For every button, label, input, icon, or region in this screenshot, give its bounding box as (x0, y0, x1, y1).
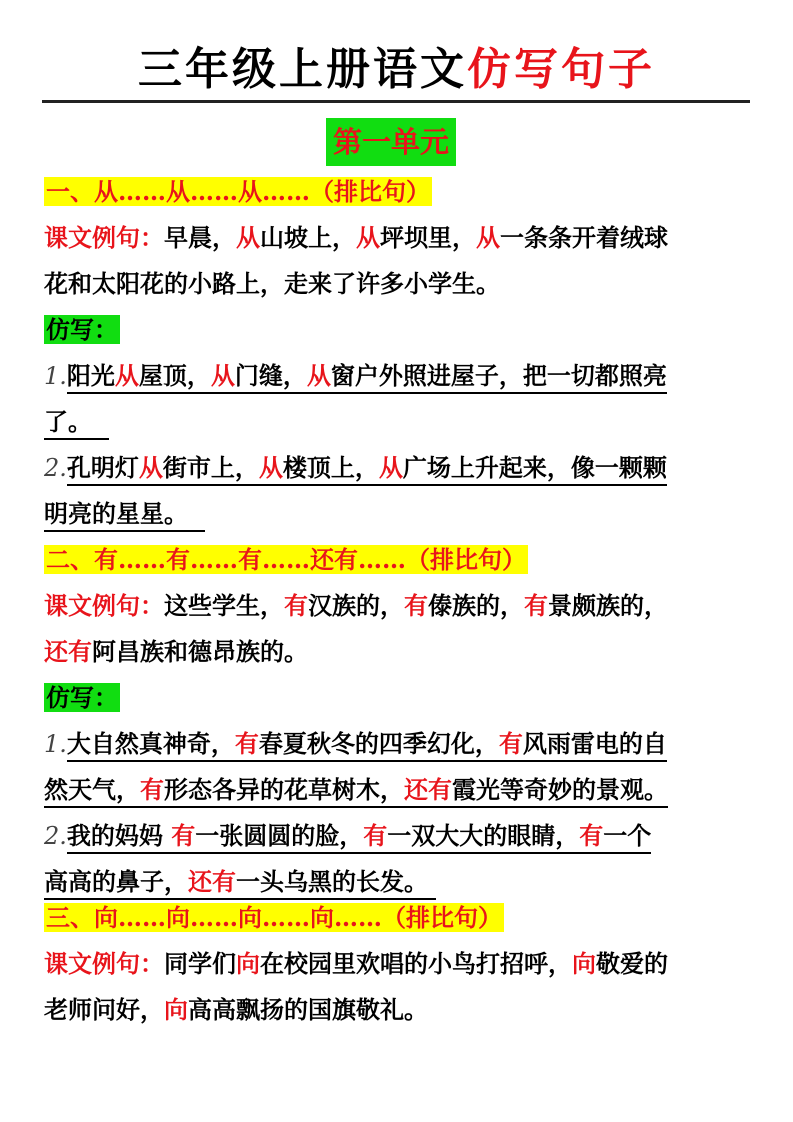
text-span: 向 (236, 949, 260, 978)
text-span: 一条条开着绒球 (500, 223, 668, 252)
text-span: 敬爱的 (596, 949, 668, 978)
page-title (0, 40, 793, 100)
text-span: 有 (234, 729, 259, 758)
text-span: 景颇族的， (548, 591, 668, 620)
underlined-answer (44, 499, 205, 532)
title-black: 三年级上册语文 (138, 44, 467, 95)
section-1-practice-label (44, 312, 120, 348)
text-span: 早晨， (164, 223, 236, 252)
unit-label: 第一单元 (326, 118, 456, 166)
text-span: 还有 (404, 775, 452, 804)
section-3-example-line-2 (44, 992, 428, 1028)
text-span: 汉族的， (308, 591, 404, 620)
text-span: 在校园里欢唱的小鸟打招呼， (260, 949, 572, 978)
underlined-answer (67, 361, 667, 394)
section-2-example-line-2 (44, 634, 308, 670)
text-span: 一头乌黑的长发。 (236, 867, 428, 896)
text-span: 有 (140, 775, 164, 804)
text-span: 同学们 (164, 949, 236, 978)
text-span: 春夏秋冬的四季幻化， (258, 729, 499, 758)
text-span: 高高的鼻子， (44, 867, 188, 896)
text-span: 山坡上， (260, 223, 356, 252)
text-span: 向 (572, 949, 596, 978)
text-span: 从 (138, 453, 163, 482)
section-1-item-2-line-2 (44, 496, 205, 532)
text-span: 然天气， (44, 775, 140, 804)
text-span: 有 (524, 591, 548, 620)
title-divider (42, 100, 750, 103)
text-span: 三、向……向……向……向……（排比句） (46, 903, 502, 932)
text-span: 课文例句： (44, 223, 164, 252)
underlined-answer (67, 729, 667, 762)
section-2-item-2-line-1 (44, 818, 651, 854)
section-2-item-1-line-1 (44, 726, 667, 762)
text-span: 高高飘扬的国旗敬礼。 (188, 995, 428, 1024)
text-span: 1. (44, 362, 67, 390)
text-span: 形态各异的花草树木， (164, 775, 404, 804)
text-span: 二、有……有……有……还有……（排比句） (46, 545, 526, 574)
section-1-item-2-line-1 (44, 450, 667, 486)
text-span: 仿写： (46, 315, 118, 344)
text-span: 一个 (603, 821, 652, 850)
underlined-answer (67, 821, 651, 854)
text-span: 从 (114, 361, 139, 390)
text-span: 从 (258, 453, 283, 482)
text-span: 风雨雷电的自 (522, 729, 667, 758)
text-span: 一、从……从……从……（排比句） (46, 177, 430, 206)
text-span: 孔明灯 (66, 453, 139, 482)
text-span: 从 (476, 223, 500, 252)
text-span: 仿写： (46, 683, 118, 712)
text-span: 屋顶， (138, 361, 211, 390)
text-span: 有 (363, 821, 388, 850)
text-span: 楼顶上， (282, 453, 379, 482)
section-3-example-line-1 (44, 946, 668, 982)
text-span: 门缝， (234, 361, 307, 390)
text-span: 1. (44, 730, 67, 758)
text-span: 有 (171, 821, 196, 850)
section-3-heading (44, 900, 504, 936)
section-1-item-1-line-1 (44, 358, 667, 394)
text-span: 老师问好， (44, 995, 164, 1024)
text-span: 这些学生， (164, 591, 284, 620)
text-span: 霞光等奇妙的景观。 (452, 775, 668, 804)
section-2-practice-label (44, 680, 120, 716)
text-span: 有 (579, 821, 604, 850)
underlined-answer (44, 775, 668, 808)
text-span: 2. (44, 454, 67, 482)
text-span: 2. (44, 822, 67, 850)
section-1-example-line-1 (44, 220, 668, 256)
text-span: 有 (284, 591, 308, 620)
section-2-item-2-line-2 (44, 864, 436, 900)
text-span: 有 (498, 729, 523, 758)
text-span: 明亮的星星。 (44, 499, 188, 528)
text-span: 街市上， (162, 453, 259, 482)
text-span: 从 (378, 453, 403, 482)
text-span: 我的妈妈 (66, 821, 172, 850)
text-span: 一双大大的眼睛， (387, 821, 580, 850)
text-span: 还有 (44, 637, 92, 666)
section-1-example-line-2 (44, 266, 500, 302)
text-span: 花和太阳花的小路上，走来了许多小学生。 (44, 269, 500, 298)
text-span: 阳光 (66, 361, 115, 390)
underlined-answer (44, 407, 109, 440)
text-span: 窗户外照进屋子，把一切都照亮 (330, 361, 667, 390)
text-span: 还有 (188, 867, 236, 896)
text-span: 傣族的， (428, 591, 524, 620)
section-1-heading (44, 174, 432, 210)
text-span: 从 (356, 223, 380, 252)
text-span: 从 (236, 223, 260, 252)
text-span: 有 (404, 591, 428, 620)
text-span: 课文例句： (44, 949, 164, 978)
text-span: 阿昌族和德昂族的。 (92, 637, 308, 666)
underlined-answer (67, 453, 667, 486)
text-span: 坪坝里， (380, 223, 476, 252)
text-span: 从 (306, 361, 331, 390)
text-span: 一张圆圆的脸， (195, 821, 364, 850)
text-span: 大自然真神奇， (66, 729, 235, 758)
text-span: 从 (210, 361, 235, 390)
section-2-heading (44, 542, 528, 578)
text-span: 了。 (44, 407, 92, 436)
title-red: 仿写句子 (467, 44, 655, 95)
section-2-example-line-1 (44, 588, 668, 624)
section-2-item-1-line-2 (44, 772, 668, 808)
text-span: 向 (164, 995, 188, 1024)
text-span: 广场上升起来，像一颗颗 (402, 453, 667, 482)
section-1-item-1-line-2 (44, 404, 109, 440)
underlined-answer (44, 867, 436, 900)
text-span: 课文例句： (44, 591, 164, 620)
